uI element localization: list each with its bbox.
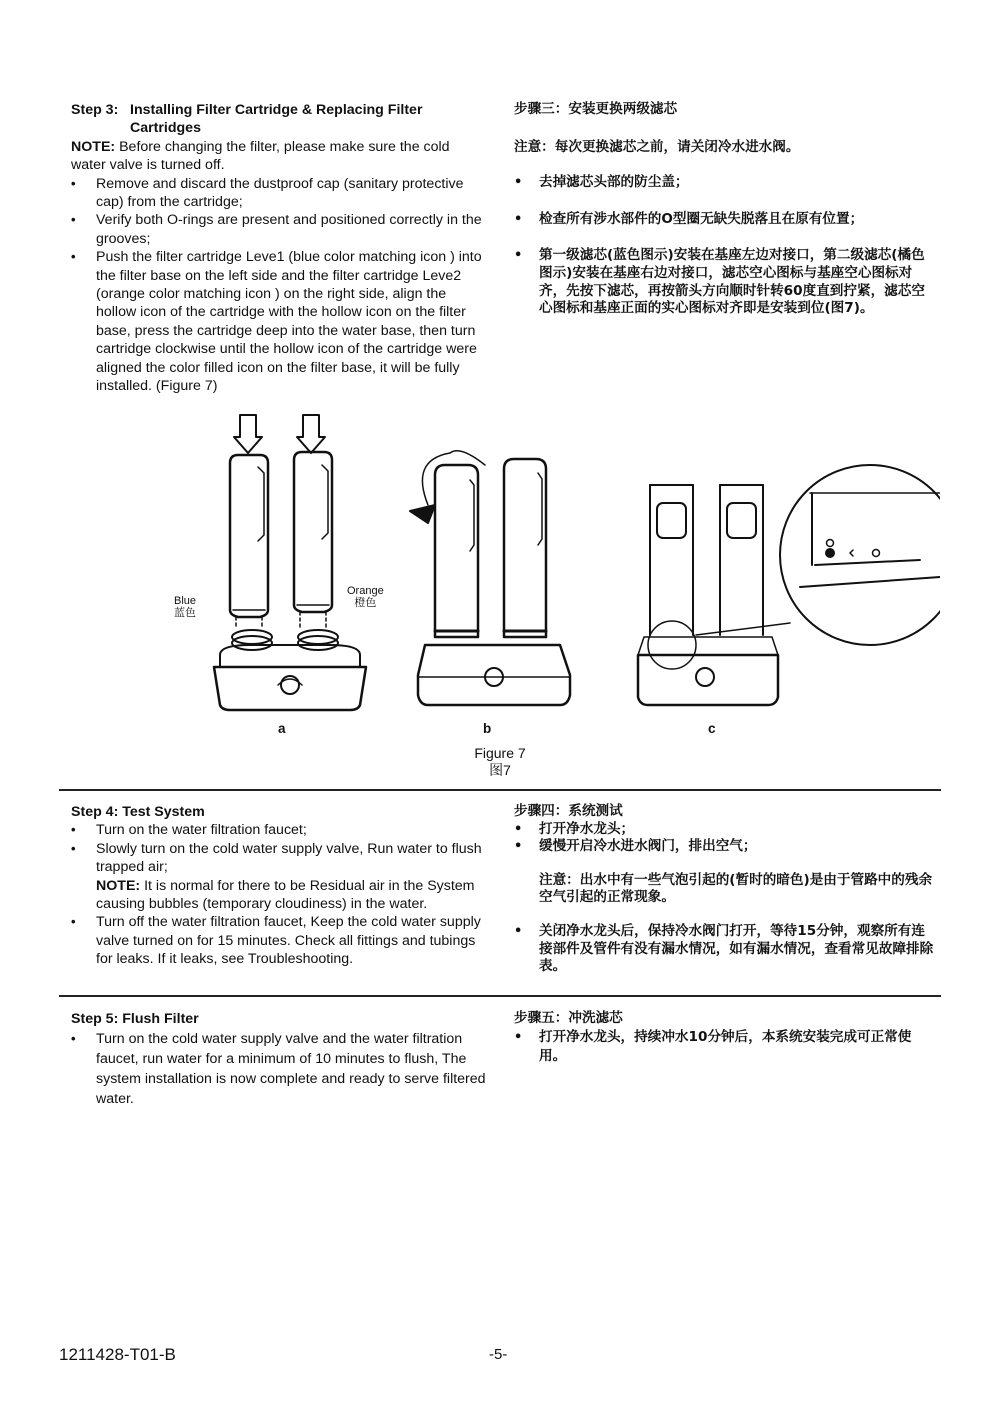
step3-cn-block [514,101,930,318]
step4-title: Step 4: Test System [71,804,205,820]
step5-cn-block [514,1009,934,1066]
document-code: 1211428-T01-B [59,1345,176,1364]
list-item: • Turn on the cold water supply valve and the water filtration faucet, run water for a minimum of 10 minutes to flush, The system installation is now complete and ready to serve filtered water. [71,1029,486,1109]
list-item: • Turn off the water filtration faucet, Keep the cold water supply valve turned on for 15 minutes. Check all fittings and tubings for leaks. If it leaks, see Troubleshooting. [71,913,486,968]
figure-caption-cn: 图7 [489,762,511,778]
step3-title-line2: Cartridges [130,120,201,137]
step3-cn-title: 步骤三：安装更换两级滤芯 [514,101,678,117]
step3-en-block [71,101,486,396]
down-arrow-icon [234,415,325,453]
divider [59,789,941,791]
step4-cn-title: 步骤四：系统测试 [514,803,623,819]
step4-bullet-list [71,821,486,968]
step5-bullet-list [71,1029,486,1109]
blue-label [174,595,196,619]
installed-cartridges [435,459,546,637]
step4-cn-block [514,803,934,976]
page-number: -5- [489,1346,508,1363]
list-item: • Remove and discard the dustproof cap (sanitary protective cap) from the cartridge; [71,175,486,212]
step4-note-text: It is normal for there to be Residual air in the System causing bubbles (temporary cloudiness) in the water. [96,877,475,913]
list-item: • 检查所有涉水部件的O型圈无缺失脱落且在原有位置； [514,211,930,229]
step3-bullet-list [71,175,486,396]
step4-cn-bullet-list [514,821,934,856]
step4-note-label: NOTE: [96,877,141,894]
panel-label-a: a [278,721,286,736]
orange-cartridge [294,452,332,627]
step4-cn-bullet-list-2 [514,923,934,976]
list-item: • 第一级滤芯(蓝色图示)安装在基座左边对接口，第二级滤芯(橘色图示)安装在基座右边对接口，滤芯空心图标与基座空心图标对齐，先按下滤芯，再按箭头方向顺时针转60度直到拧紧，滤芯空心图标和基座正面的实心图标对齐即是安装到位(图7)。 [514,247,930,317]
filter-base-a [214,630,366,710]
filter-base-b [418,645,570,705]
step3-cn-note: 注意：每次更换滤芯之前，请关闭冷水进水阀。 [514,138,800,155]
figure-caption [450,745,550,779]
list-item: • Push the filter cartridge Leve1 (blue color matching icon ) into the filter base on the left side and the filter cartridge Leve2 (orange color matching icon ) on the right side, align the hollow icon of the cartridge with the hollow icon on the filter base, press the cartridge deep into the water base, then turn cartridge clockwise until the hollow icon of the cartridge were aligned the color filled icon on the filter base, it will be fully installed. (Figure 7) [71,248,486,395]
orange-label-cn: 橙色 [354,597,377,609]
panel-label-c: c [708,721,716,736]
step4-en-block [71,803,486,969]
list-item: • Turn on the water filtration faucet; [71,821,486,839]
step5-en-block [71,1009,486,1109]
step3-title-text: Installing Filter Cartridge & Replacing Filter [130,102,423,118]
figure-caption-en: Figure 7 [474,745,526,761]
step4-cn-note: 注意：出水中有一些气泡引起的(暂时的暗色)是由于管路中的残余空气引起的正常现象。 [539,871,933,906]
filter-base-c [638,485,778,705]
step3-title [71,101,486,119]
step3-note-text: Before changing the filter, please make sure the cold water valve is turned off. [71,138,450,174]
divider [59,995,941,997]
blue-label-en: Blue [174,595,197,607]
list-item: • 打开净水龙头，持续冲水10分钟后，本系统安装完成可正常使用。 [514,1028,934,1066]
orange-label-en: Orange [347,585,384,597]
panel-label-b: b [483,721,492,736]
blue-cartridge [230,455,268,627]
step5-cn-title: 步骤五：冲洗滤芯 [514,1010,623,1026]
list-item: • 缓慢开启冷水进水阀门，排出空气； [514,838,934,856]
list-item: • Verify both O-rings are present and positioned correctly in the grooves; [71,211,486,248]
blue-label-cn: 蓝色 [174,607,197,619]
step4-note [96,877,486,914]
list-item-text: • Slowly turn on the cold water supply valve, Run water to flush trapped air; [96,840,482,876]
figure-7-illustration [160,405,940,735]
step3-cn-bullet-list [514,174,930,318]
list-item [71,840,486,914]
list-item: • 去掉滤芯头部的防尘盖； [514,174,930,192]
figure-7 [160,405,940,745]
step3-number: Step 3: [71,102,119,118]
step3-note-label: NOTE: [71,138,116,155]
step5-title: Step 5: Flush Filter [71,1011,199,1027]
step5-cn-bullet-list [514,1028,934,1066]
step3-note [71,138,486,175]
list-item: • 关闭净水龙头后，保持冷水阀门打开，等待15分钟，观察所有连接部件及管件有没有漏水情况，如有漏水情况，查看常见故障排除表。 [514,923,934,976]
orange-label [347,585,384,609]
list-item: • 打开净水龙头； [514,821,934,839]
magnifier-detail [696,465,940,645]
